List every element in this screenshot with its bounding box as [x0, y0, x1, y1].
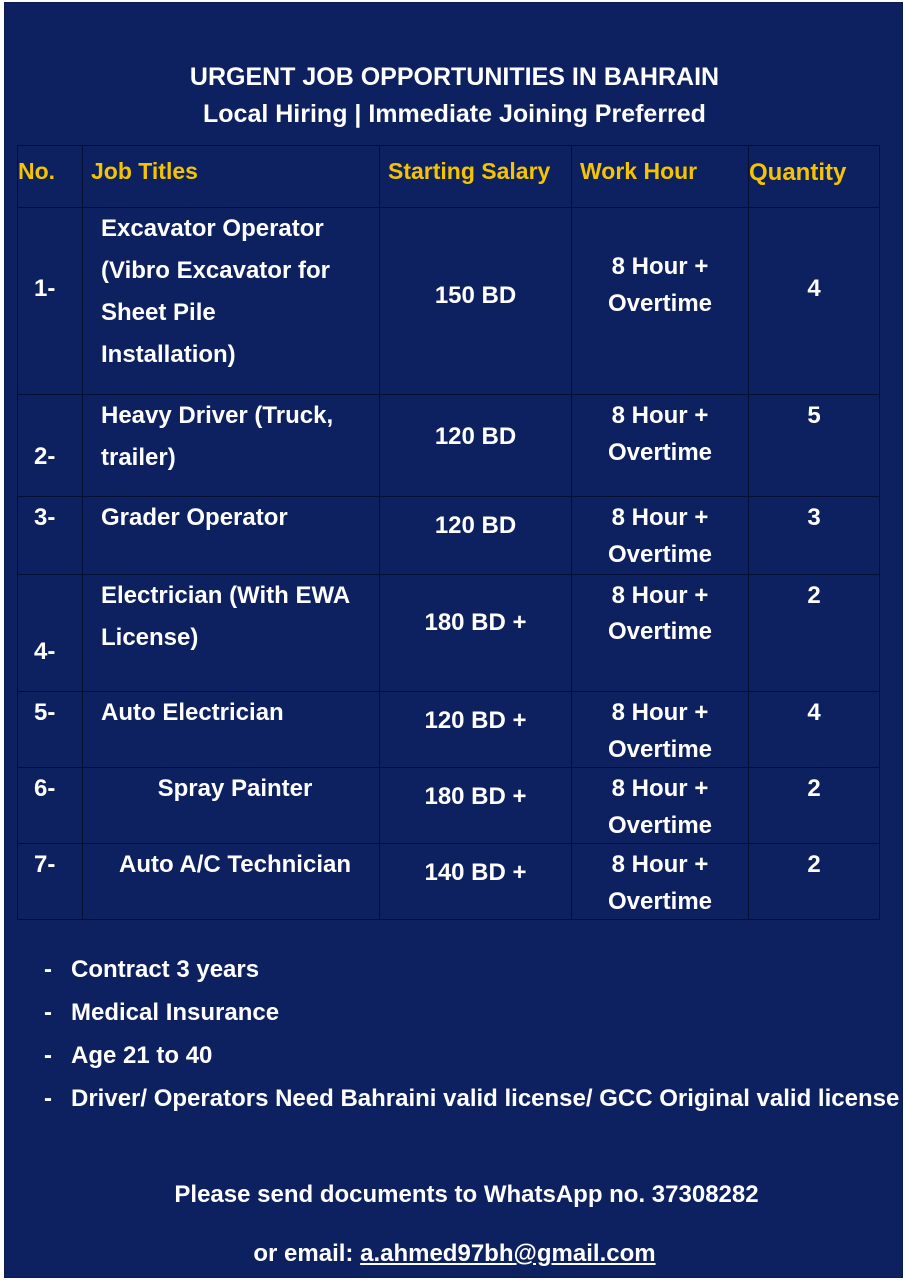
column-header-work-hour: Work Hour — [572, 146, 749, 208]
work-hour-line: 8 Hour + — [611, 775, 709, 802]
row-number — [18, 497, 83, 575]
table-row — [18, 497, 880, 575]
benefit-text: Age 21 to 40 — [71, 1042, 213, 1069]
table-row — [18, 844, 880, 920]
job-title-line: Grader Operator — [101, 504, 288, 531]
salary-text: 120 BD + — [424, 707, 527, 734]
row-number-text: 7- — [34, 851, 56, 878]
job-title-line: (Vibro Excavator for — [101, 257, 330, 284]
work-hour — [572, 575, 749, 692]
work-hour — [572, 692, 749, 768]
list-item — [41, 1034, 901, 1077]
job-title-line: Excavator Operator — [101, 215, 324, 242]
job-title-line: trailer) — [101, 444, 176, 471]
table-row — [18, 575, 880, 692]
row-number — [18, 692, 83, 768]
row-number-text: 6- — [34, 775, 56, 802]
job-title-line: Sheet Pile — [101, 299, 216, 326]
dash-bullet: - — [44, 1085, 52, 1112]
email-prefix: or email: — [253, 1240, 361, 1267]
table-row — [18, 208, 880, 395]
row-number-text: 3- — [34, 504, 56, 531]
column-header-job-titles: Job Titles — [83, 146, 380, 208]
dash-bullet: - — [44, 1042, 52, 1069]
starting-salary — [380, 208, 572, 395]
salary-text: 180 BD + — [424, 783, 527, 810]
job-title — [83, 208, 380, 395]
quantity — [749, 395, 880, 497]
quantity-text: 4 — [807, 699, 821, 726]
quantity-text: 2 — [807, 582, 821, 609]
work-hour — [572, 844, 749, 920]
whatsapp-contact: Please send documents to WhatsApp no. 37308282 — [174, 1181, 759, 1208]
quantity — [749, 768, 880, 844]
row-number-text: 1- — [34, 275, 56, 302]
work-hour-line: 8 Hour + — [611, 504, 709, 531]
job-title-line: Heavy Driver (Truck, — [101, 402, 334, 429]
starting-salary — [380, 575, 572, 692]
starting-salary — [380, 844, 572, 920]
poster-title: URGENT JOB OPPORTUNITIES IN BAHRAIN — [189, 63, 720, 91]
starting-salary — [380, 692, 572, 768]
work-hour — [572, 208, 749, 395]
column-header-quantity: Quantity — [749, 146, 880, 208]
work-hour-line: 8 Hour + — [611, 851, 709, 878]
work-hour-line: Overtime — [607, 736, 713, 763]
salary-text: 140 BD + — [424, 859, 527, 886]
starting-salary — [380, 768, 572, 844]
poster-subtitle: Local Hiring | Immediate Joining Preferred — [203, 100, 706, 128]
job-title — [83, 692, 380, 768]
quantity — [749, 692, 880, 768]
job-title — [83, 768, 380, 844]
job-title — [83, 395, 380, 497]
email-link[interactable]: a.ahmed97bh@gmail.com — [360, 1240, 656, 1267]
quantity-text: 5 — [807, 402, 821, 429]
job-poster — [4, 2, 903, 1278]
salary-text: 120 BD — [434, 512, 517, 539]
work-hour-line: Overtime — [607, 888, 713, 915]
row-number — [18, 768, 83, 844]
quantity-text: 2 — [807, 851, 821, 878]
work-hour-line: Overtime — [607, 290, 713, 317]
job-title — [83, 844, 380, 920]
benefits-list — [41, 948, 901, 1120]
row-number — [18, 395, 83, 497]
email-contact — [5, 1239, 904, 1269]
work-hour-line: 8 Hour + — [611, 253, 709, 280]
row-number-text: 2- — [34, 443, 56, 470]
table-row — [18, 395, 880, 497]
quantity-text: 3 — [807, 504, 821, 531]
quantity — [749, 575, 880, 692]
list-item — [41, 991, 901, 1034]
quantity — [749, 844, 880, 920]
job-title-line: Electrician (With EWA — [101, 582, 351, 609]
starting-salary — [380, 395, 572, 497]
table-row — [18, 692, 880, 768]
salary-text: 180 BD + — [424, 609, 527, 636]
work-hour-line: Overtime — [607, 812, 713, 839]
work-hour-line: Overtime — [607, 618, 713, 645]
row-number — [18, 844, 83, 920]
job-title-line: Auto Electrician — [101, 699, 284, 726]
work-hour-line: Overtime — [607, 541, 713, 568]
quantity-text: 2 — [807, 775, 821, 802]
quantity-text: 4 — [807, 275, 821, 302]
row-number-text: 5- — [34, 699, 56, 726]
row-number — [18, 208, 83, 395]
work-hour-line: 8 Hour + — [611, 402, 709, 429]
dash-bullet: - — [44, 999, 52, 1026]
work-hour — [572, 768, 749, 844]
work-hour-line: Overtime — [607, 439, 713, 466]
benefit-text: Driver/ Operators Need Bahraini valid license/ GCC Original valid license — [71, 1085, 900, 1112]
benefit-text: Medical Insurance — [71, 999, 280, 1026]
table-row — [18, 768, 880, 844]
job-title-line: Installation) — [101, 341, 236, 368]
work-hour-line: 8 Hour + — [611, 582, 709, 609]
work-hour-line: 8 Hour + — [611, 699, 709, 726]
column-header-starting-salary: Starting Salary — [380, 146, 572, 208]
work-hour — [572, 395, 749, 497]
job-title — [83, 497, 380, 575]
job-title-line: Spray Painter — [157, 775, 313, 802]
table-header-row — [18, 146, 880, 208]
jobs-table — [17, 145, 880, 920]
benefit-text: Contract 3 years — [71, 956, 260, 983]
salary-text: 150 BD — [434, 282, 517, 309]
job-title-line: Auto A/C Technician — [118, 851, 351, 878]
row-number-text: 4- — [34, 638, 56, 665]
job-title-line: License) — [101, 624, 199, 651]
quantity — [749, 208, 880, 395]
dash-bullet: - — [44, 956, 52, 983]
list-item — [41, 948, 901, 991]
starting-salary — [380, 497, 572, 575]
job-title — [83, 575, 380, 692]
work-hour — [572, 497, 749, 575]
salary-text: 120 BD — [434, 423, 517, 450]
row-number — [18, 575, 83, 692]
list-item — [41, 1077, 901, 1120]
quantity — [749, 497, 880, 575]
column-header-no: No. — [18, 146, 83, 208]
